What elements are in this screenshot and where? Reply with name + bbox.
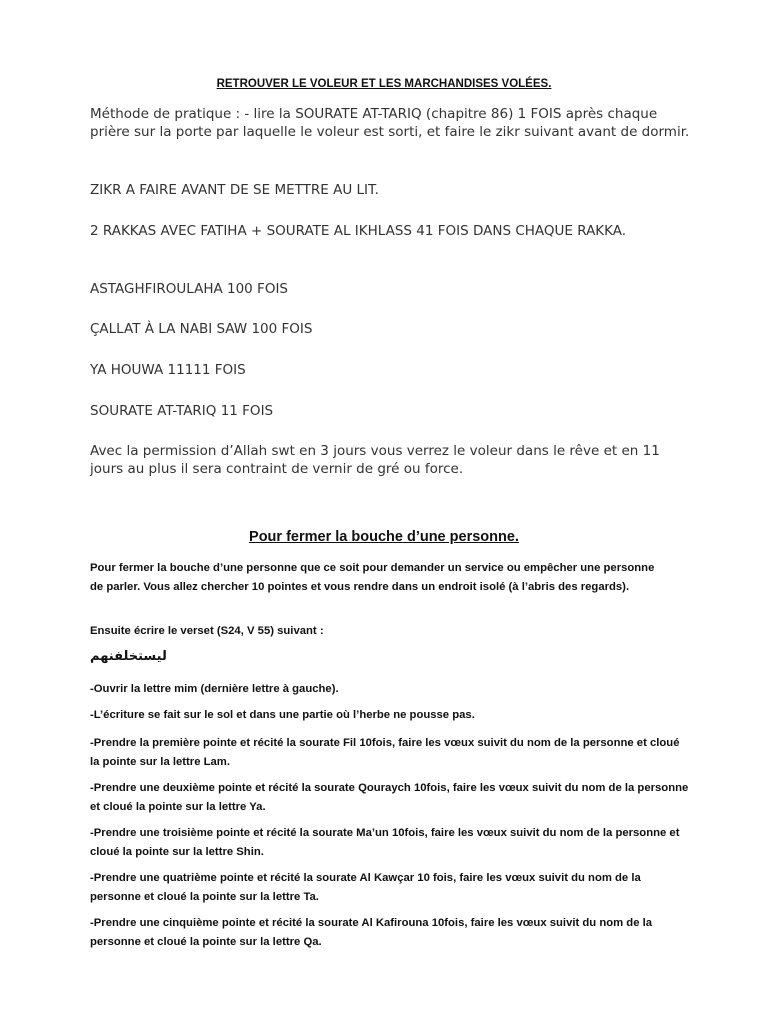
paragraph-zikr-heading: ZIKR A FAIRE AVANT DE SE METTRE AU LIT.: [90, 182, 379, 198]
section-title-thief: RETROUVER LE VOLEUR ET LES MARCHANDISES VOLÉES.: [216, 78, 552, 90]
paragraph-sallat: ÇALLAT À LA NABI SAW 100 FOIS: [90, 321, 313, 337]
step-item: -L’écriture se fait sur le sol et dans une partie où l’herbe ne pousse pas.: [90, 709, 475, 721]
step-item: -Prendre une deuxième pointe et récité la sourate Qouraych 10fois, faire les vœux suivit du nom de la personne et cloué la pointe sur la lettre Ya.: [90, 782, 689, 813]
paragraph-intro: Pour fermer la bouche d’une personne que ce soit pour demander un service ou empêcher une personne de parler. Vous allez chercher 10 pointes et vous rendre dans un endroit isolé (à l’abris des regards).: [90, 562, 655, 593]
step-item: -Prendre une cinquième pointe et récité la sourate Al Kafirouna 10fois, faire les vœux suivit du nom de la personne et cloué la pointe sur la lettre Qa.: [90, 917, 653, 948]
section-title-close-mouth: Pour fermer la bouche d’une personne.: [249, 529, 519, 545]
paragraph-result: Avec la permission d’Allah swt en 3 jours vous verrez le voleur dans le rêve et en 11 jours au plus il sera contraint de vernir de gré ou force.: [90, 443, 660, 477]
step-item: -Ouvrir la lettre mim (dernière lettre à gauche).: [90, 683, 339, 695]
paragraph-ya-houwa: YA HOUWA 11111 FOIS: [90, 362, 246, 378]
paragraph-sourate-tariq: SOURATE AT-TARIQ 11 FOIS: [90, 403, 274, 419]
paragraph-verse-intro: Ensuite écrire le verset (S24, V 55) suivant :: [90, 625, 324, 637]
paragraph-method: Méthode de pratique : - lire la SOURATE AT-TARIQ (chapitre 86) 1 FOIS après chaque prière sur la porte par laquelle le voleur est sorti, et faire le zikr suivant avant de dormir.: [90, 106, 690, 140]
paragraph-rakkas: 2 RAKKAS AVEC FATIHA + SOURATE AL IKHLASS 41 FOIS DANS CHAQUE RAKKA.: [90, 223, 627, 239]
step-item: -Prendre une quatrième pointe et récité la sourate Al Kawçar 10 fois, faire les vœux suivit du nom de la personne et cloué la pointe sur la lettre Ta.: [90, 872, 641, 903]
step-item: -Prendre la première pointe et récité la sourate Fil 10fois, faire les vœux suivit du nom de la personne et cloué la pointe sur la lettre Lam.: [90, 737, 680, 768]
paragraph-astaghfirullah: ASTAGHFIROULAHA 100 FOIS: [90, 281, 288, 297]
step-item: -Prendre une troisième pointe et récité la sourate Ma’un 10fois, faire les vœux suivit du nom de la personne et cloué la pointe sur la lettre Shin.: [90, 827, 680, 858]
arabic-verse: ليستخلفنهم: [90, 649, 167, 664]
